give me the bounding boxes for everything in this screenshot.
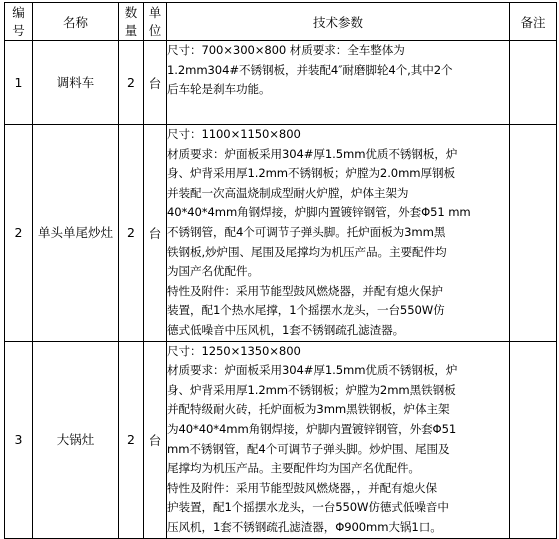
spec-line: 身、炉背采用厚1.2mm不锈钢板；炉膛为2.0mm厚钢板 xyxy=(167,166,455,181)
spec-line: 尺寸：1100×1150×800 xyxy=(167,127,301,141)
row-name: 调料车 xyxy=(33,41,119,125)
spec-line: 不锈钢管，配4个可调节子弹头脚。托炉面板为3mm黑 xyxy=(167,224,446,239)
spec-line: 尾撑均为机压产品。主要配件均为国产名优配件。 xyxy=(167,461,420,476)
header-name: 名称 xyxy=(33,3,119,41)
spec-line: 护装置，配1个摇摆水龙头，一台550W仿德式低噪音中 xyxy=(167,500,449,515)
spec-line: 尺寸：700×300×800 材质要求：全车整体为 xyxy=(167,43,405,57)
spec-line: 并装配一次高温烧制成型耐火炉膛，炉体主架为 xyxy=(167,185,409,200)
spec-line: 并配特级耐火砖，托炉面板为3mm黑铁钢板，炉体主架 xyxy=(167,402,450,417)
row-spec xyxy=(167,41,510,125)
header-no: 编 号 xyxy=(5,3,33,41)
spec-line: 材质要求：炉面板采用304#厚1.5mm优质不锈钢板，炉 xyxy=(167,146,458,161)
table-row xyxy=(5,125,557,342)
row-no: 2 xyxy=(5,125,33,342)
spec-line: 装置，配1个热水尾撑，1个摇摆水龙头，一台550W仿 xyxy=(167,303,445,318)
spec-line: 后车轮是刹车功能。 xyxy=(167,82,271,97)
row-name: 单头单尾炒灶 xyxy=(33,125,119,342)
row-remark xyxy=(510,125,557,342)
table-row xyxy=(5,41,557,125)
header-qty: 数 量 xyxy=(119,3,144,41)
spec-line: 1.2mm304#不锈钢板，并装配4″耐磨脚轮4个,其中2个 xyxy=(167,62,453,77)
row-qty: 2 xyxy=(119,341,144,538)
row-unit: 台 xyxy=(144,341,167,538)
row-qty: 2 xyxy=(119,125,144,342)
spec-line: 德式低噪音中压风机，1套不锈钢疏孔滤渣器。 xyxy=(167,322,405,337)
spec-line: 为国产名优配件。 xyxy=(167,264,259,279)
row-name: 大锅灶 xyxy=(33,341,119,538)
row-no: 3 xyxy=(5,341,33,538)
row-remark xyxy=(510,341,557,538)
spec-line: 为40*40*4mm角钢焊接，炉脚内置镀锌钢管，外套Φ51 xyxy=(167,421,457,436)
spec-line: 身、炉背采用厚1.2mm不锈钢板；炉膛为2mm黑铁钢板 xyxy=(167,382,456,397)
equipment-spec-table xyxy=(4,2,557,539)
row-no: 1 xyxy=(5,41,33,125)
row-spec xyxy=(167,125,510,342)
row-unit: 台 xyxy=(144,125,167,342)
header-remark: 备注 xyxy=(510,3,557,41)
row-qty: 2 xyxy=(119,41,144,125)
row-spec xyxy=(167,341,510,538)
spec-line: 压风机，1套不锈钢疏孔滤渣器，Φ900mm大锅1口。 xyxy=(167,519,442,534)
spec-line: 材质要求：炉面板采用304#厚1.5mm优质不锈钢板，炉 xyxy=(167,363,458,378)
header-row xyxy=(5,3,557,41)
header-spec: 技术参数 xyxy=(167,3,510,41)
spec-line: 40*40*4mm角钢焊接，炉脚内置镀锌钢管，外套Φ51 mm xyxy=(167,205,471,220)
spec-line: 特性及附件：采用节能型鼓风燃烧器，并配有熄火保护 xyxy=(167,283,443,298)
table-row xyxy=(5,341,557,538)
spec-line: 尺寸：1250×1350×800 xyxy=(167,343,301,358)
spec-line: 铁钢板,炒炉围、尾围及尾撑均为机压产品。主要配件均 xyxy=(167,244,447,259)
spec-line: 特性及附件：采用节能型鼓风燃烧器，，并配有熄火保 xyxy=(167,480,438,495)
row-remark xyxy=(510,41,557,125)
spec-line: mm不锈钢管，配4个可调节子弹头脚。炒炉围、尾围及 xyxy=(167,441,450,456)
row-unit: 台 xyxy=(144,41,167,125)
header-unit: 单 位 xyxy=(144,3,167,41)
